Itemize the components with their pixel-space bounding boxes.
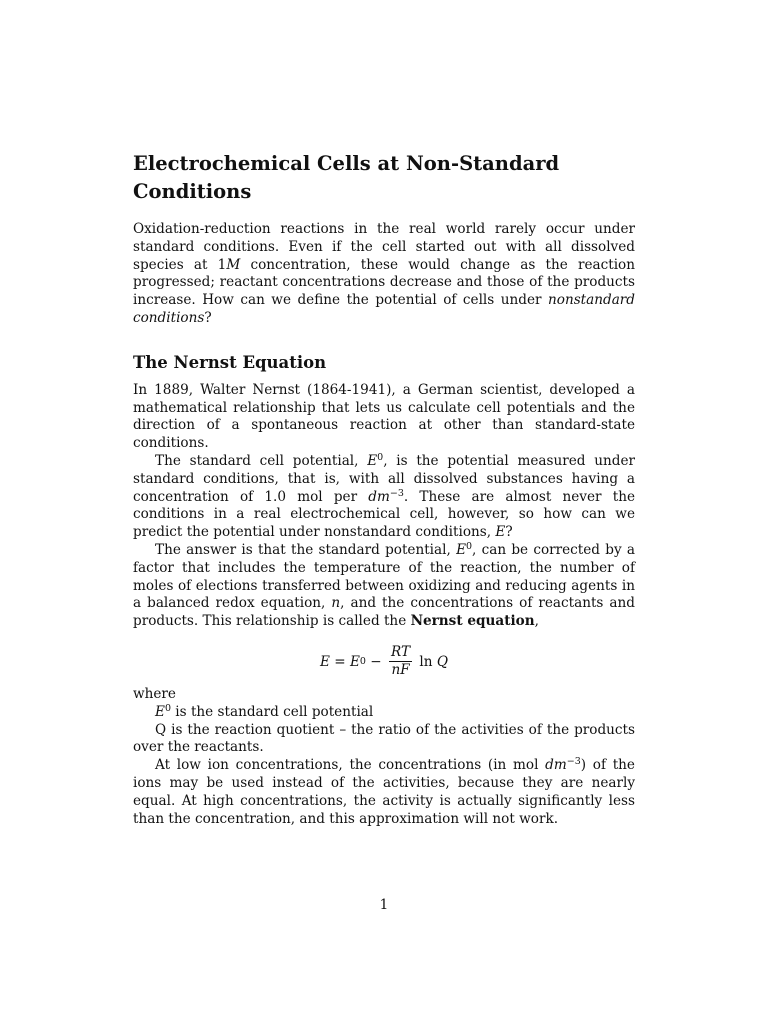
equation-minus: − [365,653,387,670]
p2-e0-symbol: E [367,452,378,469]
page-number: 1 [379,897,389,913]
equation-q: Q [436,653,448,670]
intro-paragraph [133,221,635,328]
section-paragraph-3 [133,542,635,631]
p3-text-c: , and the concentrations of reactants and products. This relationship is called the [133,595,635,630]
fraction-numerator: RT [391,644,411,661]
p3-n-symbol: n [331,595,341,612]
p4-text-a: At low ion concentrations, the concentrations (in mol [155,757,546,774]
def-e0-superscript: 0 [164,702,171,714]
intro-text-2: concentration, these would change as the reaction progressed; reactant concentrations decrease and those of the products increase. How can we define the potential of cells under [133,256,635,309]
p3-text-a: The answer is that the standard potential, [155,541,457,558]
p2-e-symbol: E [495,524,506,541]
p2-text-a: The standard cell potential, [155,452,368,469]
section-paragraph-2 [133,453,635,542]
p2-e0-superscript: 0 [377,451,384,463]
equation-ln: ln [415,653,437,670]
section-heading: The Nernst Equation [133,352,327,372]
section-paragraph-4 [133,757,635,828]
p2-text-d: ? [505,524,513,541]
intro-text-1: Oxidation-reduction reactions in the real world rarely occur under standard conditions. Even if the cell started out with all dissolved species at 1 [133,221,635,273]
definition-e0 [133,704,635,722]
p3-text-d: , [534,613,539,630]
where-label: where [133,685,176,702]
equation-equals: = [329,653,350,670]
p2-text-c: . These are almost never the conditions in a real electrochemical cell, however, so how can we predict the potential under nonstandard conditions, [133,488,635,541]
page-content [133,150,635,828]
p3-e0-symbol: E [456,541,466,558]
definition-q: Q is the reaction quotient – the ratio of the activities of the products over the reactants. [133,721,635,756]
p4-dm-unit: dm [545,757,567,774]
p3-e0-superscript: 0 [466,540,473,552]
p2-text-b: , is the potential measured under standard conditions, that is, with all dissolved substances having a concentration of 1.0 mol per [133,452,635,505]
p4-dm-exponent: −3 [566,756,581,768]
molar-unit: M [226,256,241,273]
p4-text-b: ) of the ions may be used instead of the activities, because they are nearly equal. At high concentrations, the activity is actually significantly less than the concentration, and this approximation will not work. [133,757,635,827]
equation-e0-symbol: E [349,653,360,670]
def-e0-text: is the standard cell potential [170,703,374,720]
intro-emphasis: nonstandard conditions [133,292,635,326]
nernst-equation: E = E 0 − $\frac{RT}{nF}$ ln Q [320,644,448,679]
section-paragraph-1: In 1889, Walter Nernst (1864-1941), a German scientist, developed a mathematical relationship that lets us calculate cell potentials and the direction of a spontaneous reaction at other than standard-state conditions. [133,381,635,452]
p3-text-b: , can be corrected by a factor that includes the temperature of the reaction, the number of moles of elections transferred between oxidizing and reducing agents in a balanced redox equation, [133,541,635,612]
equation-fraction [389,645,412,678]
p2-dm-unit: dm [368,488,390,505]
def-e0-symbol: E [155,703,165,720]
p2-dm-exponent: −3 [389,487,404,499]
fraction-denominator: nF [391,662,410,679]
equation-lhs: E [320,653,330,670]
intro-text-3: ? [204,309,212,326]
document-title: Electrochemical Cells at Non-Standard Conditions [133,152,560,203]
nernst-equation-term: Nernst equation [410,613,535,630]
